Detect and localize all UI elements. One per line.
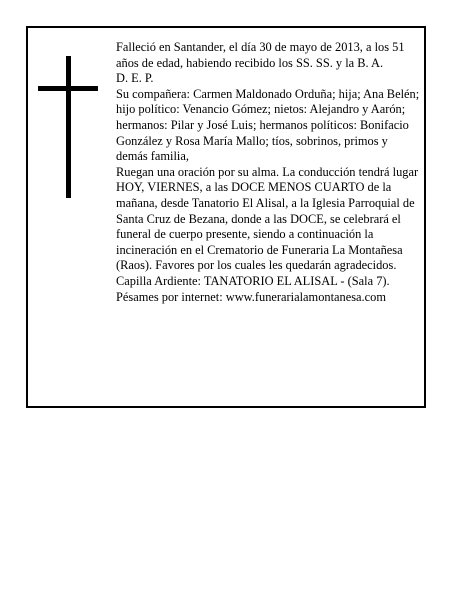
condolences-website: Pésames por internet: www.funerarialamontanesa.com — [116, 289, 386, 304]
cross-vertical-bar — [66, 56, 71, 198]
cross-icon — [38, 56, 98, 198]
death-announcement: Falleció en Santander, el día 30 de mayo de 2013, a los 51 años de edad, habiendo recibido los SS. SS. y la B. A. — [116, 40, 405, 70]
notice-body — [116, 40, 422, 305]
obituary-notice — [26, 26, 426, 408]
cross-horizontal-bar — [38, 86, 98, 91]
funeral-details: Ruegan una oración por su alma. La conducción tendrá lugar HOY, VIERNES, a las DOCE MENOS CUARTO de la mañana, desde Tanatorio El Alisal, a la Iglesia Parroquial de Santa Cruz de Bezana, donde a las DOCE, se celebrará el funeral de cuerpo presente, siendo a continuación la incineración en el Crematorio de Funeraria La Montañesa (Raos). Favores por los cuales les quedarán agradecidos. Capilla Ardiente: TANATORIO EL ALISAL - (Sala 7). — [116, 164, 419, 288]
rest-in-peace: D. E. P. — [116, 71, 154, 86]
family-list: Su compañera: Carmen Maldonado Orduña; hija; Ana Belén; hijo político: Venancio Gómez; nietos: Alejandro y Aarón; hermanos: Pilar y José Luis; hermanos políticos: Bonifacio González y Rosa María Mallo; tíos, sobrinos, primos y demás familia, — [116, 86, 420, 164]
